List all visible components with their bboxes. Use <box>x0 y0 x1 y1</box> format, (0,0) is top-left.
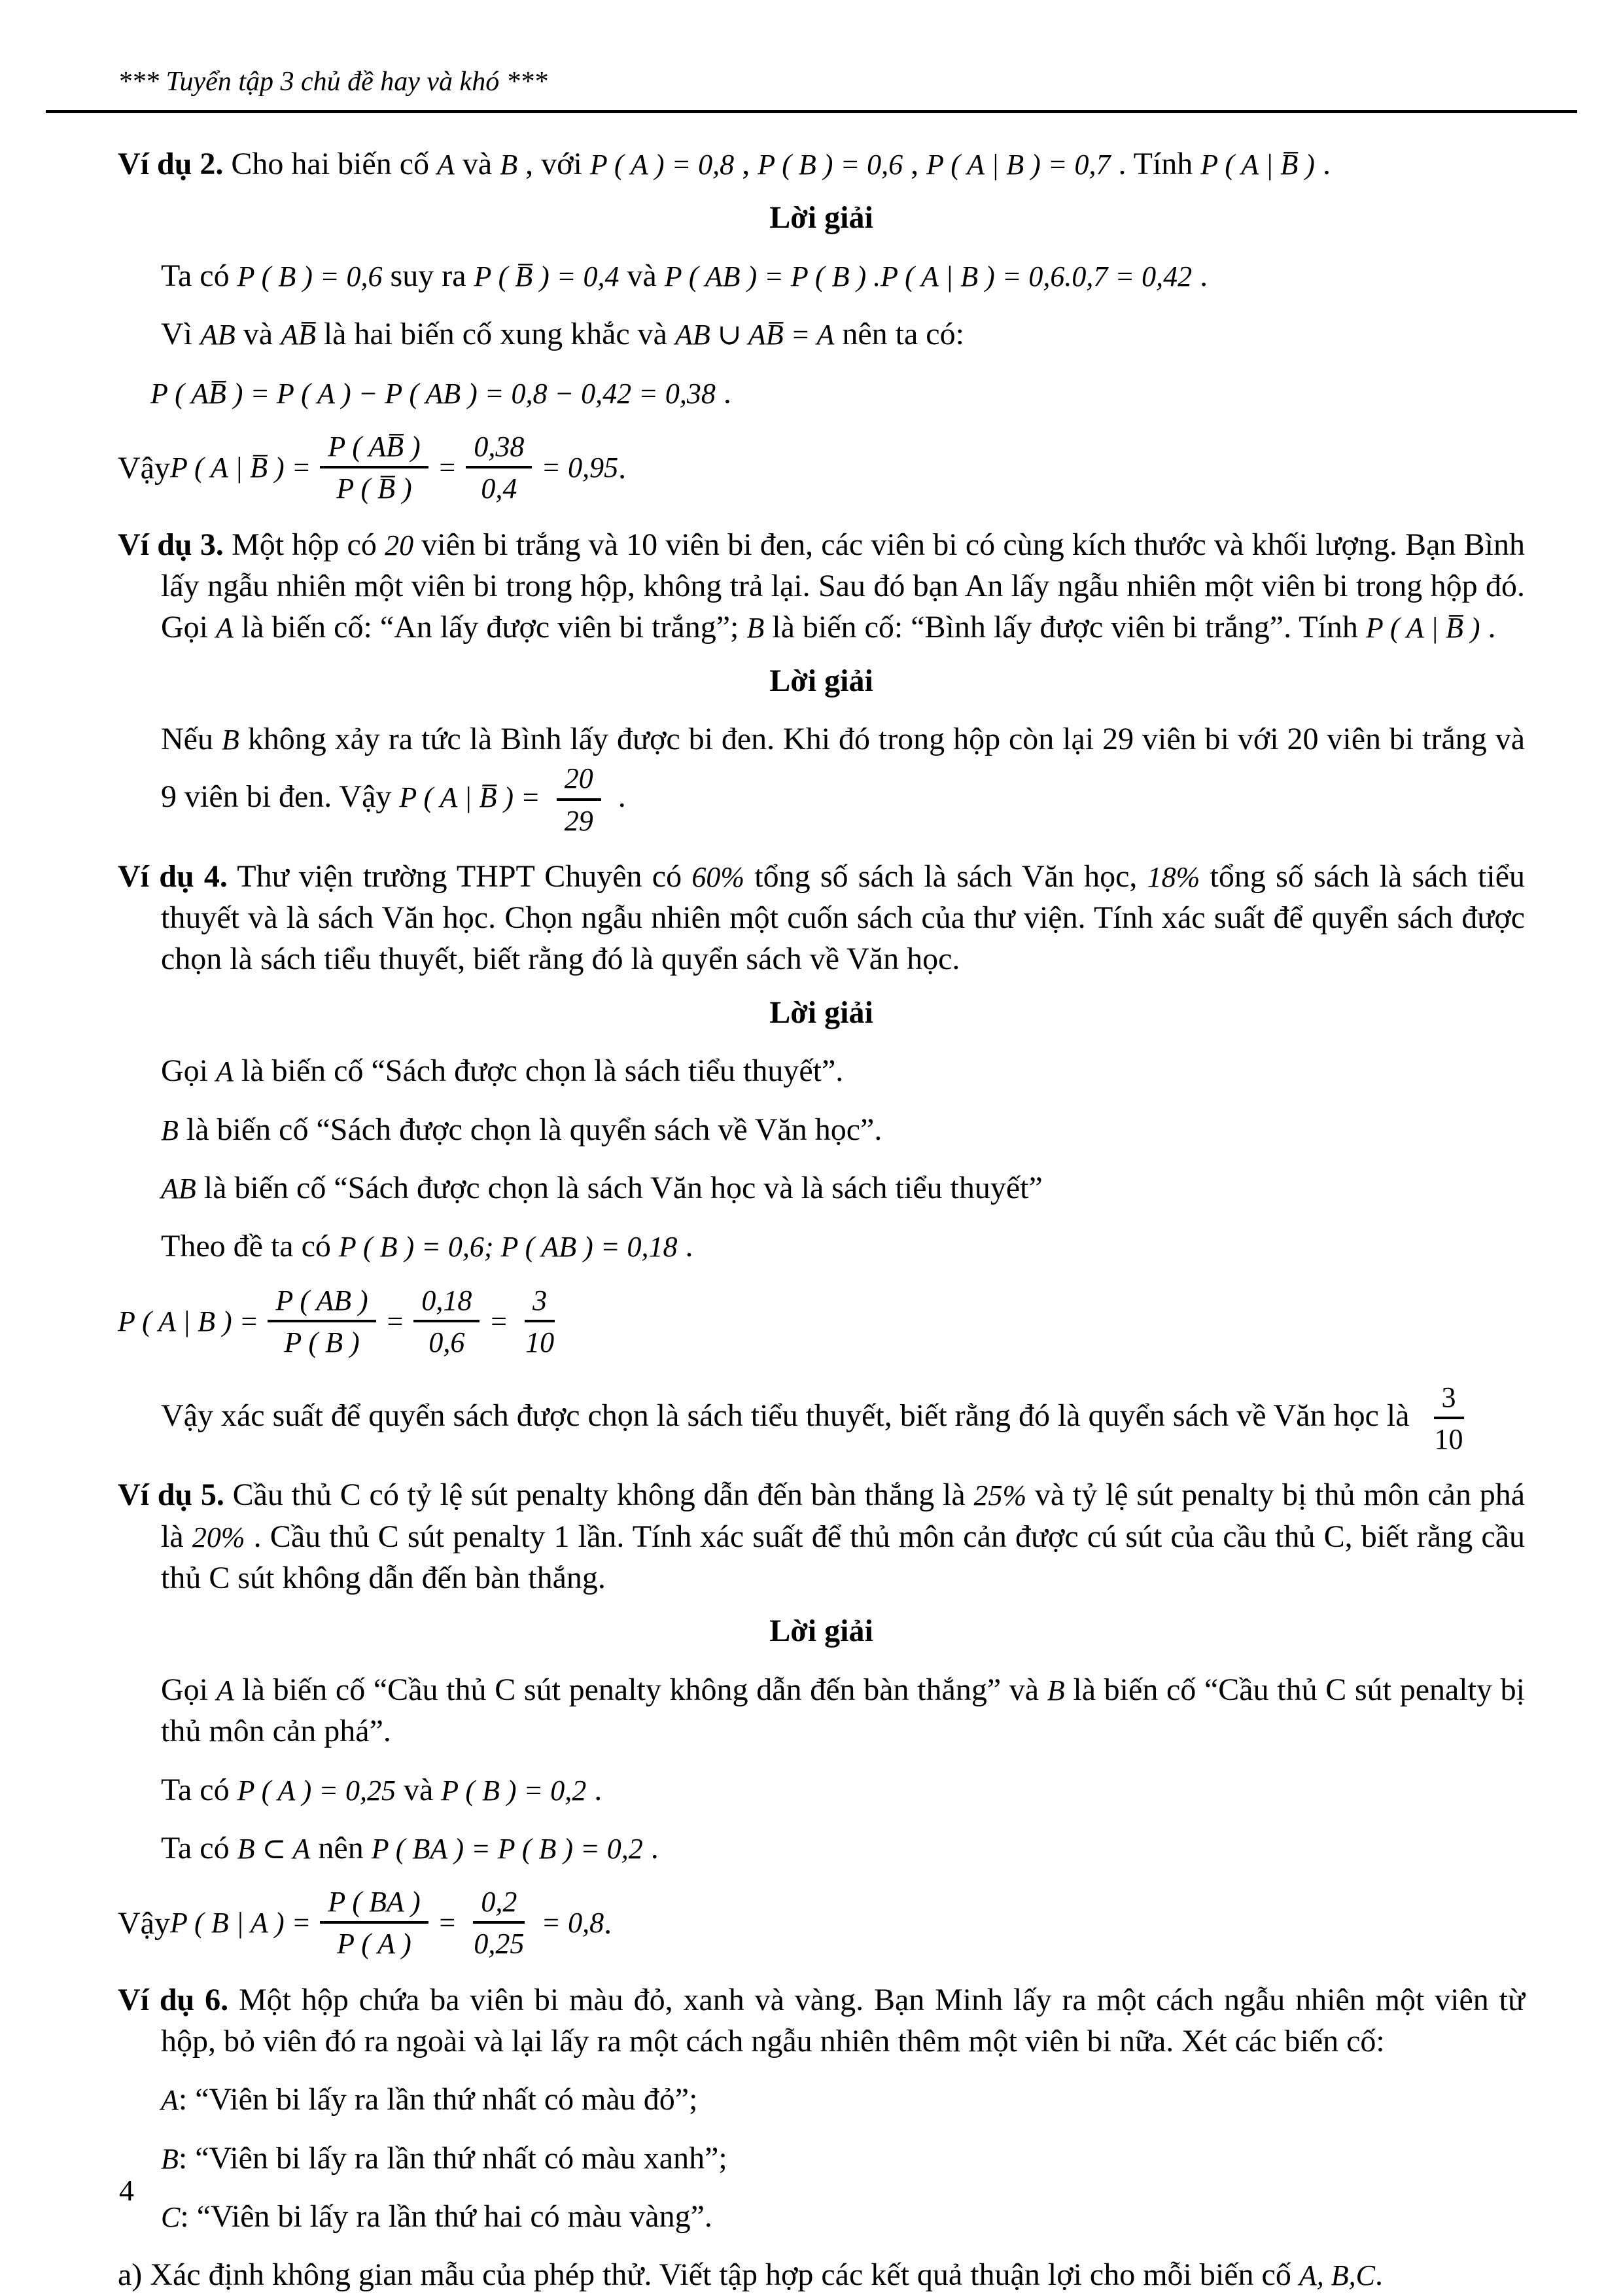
text-run: . <box>610 779 626 815</box>
text-run: Ví dụ 6. <box>118 1982 229 2017</box>
text-run: : “Viên bi lấy ra lần thứ hai có màu vàng”. <box>180 2199 712 2234</box>
text-run: a) Xác định không gian mẫu của phép thử. Viết tập hợp các kết quả thuận lợi cho mỗi biến cố <box>118 2257 1299 2293</box>
text-run: Ví dụ 5. <box>118 1477 224 1513</box>
math-run: P ( B ) = 0,2 <box>441 1774 587 1807</box>
fraction <box>466 1887 532 1959</box>
math-run: B <box>161 2142 179 2175</box>
fraction-denominator: 10 <box>1434 1423 1463 1456</box>
fraction-denominator: P ( B ) <box>284 1326 360 1358</box>
fraction <box>320 1887 428 1959</box>
math-run: B <box>161 1114 179 1146</box>
text-run: , với <box>517 147 590 182</box>
text-run: . <box>1480 610 1496 645</box>
text-run: Ta có <box>161 258 237 294</box>
example-2-solution-line-1 <box>161 255 1525 296</box>
math-run: 20% <box>192 1521 245 1553</box>
fraction <box>466 432 532 504</box>
text-run: . Tính <box>1110 147 1201 182</box>
math-run: B ⊂ A <box>237 1832 311 1865</box>
text-run: là biến cố: “An lấy được viên bi trắng”; <box>233 610 747 645</box>
text-run: Cầu thủ C có tỷ lệ sút penalty không dẫn đến bàn thắng là <box>224 1477 974 1513</box>
fraction-denominator: 10 <box>525 1326 555 1358</box>
text-run: và <box>235 317 281 352</box>
math-run: P ( A | B̅ ) <box>1365 612 1480 645</box>
math-run: = <box>385 1305 405 1337</box>
fraction <box>268 1286 375 1358</box>
text-run: Ví dụ 2. <box>118 147 224 182</box>
example-4-solution-line-3 <box>161 1167 1525 1209</box>
text-run: không xảy ra tức là Bình lấy được bi đen. Khi đó trong hộp còn lại 29 viên bi với 20 viên bi trắng và 9 viên bi đen. Vậy <box>161 722 1526 815</box>
text-run: Một hộp có <box>223 527 385 562</box>
math-run: 25% <box>973 1479 1027 1512</box>
text-run: : “Viên bi lấy ra lần thứ nhất có màu đỏ”; <box>178 2082 698 2117</box>
example-2-solution-formula <box>118 428 1525 508</box>
text-run: là hai biến cố xung khắc và <box>315 317 675 352</box>
fraction-denominator: 0,6 <box>428 1326 465 1358</box>
math-run: = <box>489 1305 509 1337</box>
math-run: B <box>221 724 239 756</box>
text-run: là biến cố: “Bình lấy được viên bi trắng”. Tính <box>764 610 1366 645</box>
text-run: Vậy <box>118 1905 170 1941</box>
text-run: . <box>586 1772 602 1807</box>
text-run: Nếu <box>161 722 222 756</box>
text-run: . <box>618 450 627 486</box>
math-run: B <box>1047 1674 1065 1706</box>
fraction-numerator: 3 <box>525 1286 555 1322</box>
example-5-solution-line-3 <box>161 1828 1525 1869</box>
math-run: P ( A | B̅ ) = <box>399 781 548 814</box>
math-run: P ( AB ) = P ( B ) .P ( A | B ) = 0,6.0,7 = 0,42 <box>664 260 1193 293</box>
math-run: P ( B̅ ) = 0,4 <box>474 260 620 293</box>
fraction <box>517 1286 562 1358</box>
text-run: Cho hai biến cố <box>223 147 437 182</box>
example-4-solution-line-4 <box>161 1226 1525 1267</box>
fraction-numerator: 0,38 <box>466 432 532 468</box>
math-run: P ( BA ) = P ( B ) = 0,2 <box>371 1832 643 1865</box>
text-run: và <box>395 1772 442 1807</box>
text-run: Ví dụ 3. <box>118 527 224 562</box>
math-run: A <box>216 1055 234 1088</box>
text-run: là biến cố “Sách được chọn là sách Văn học và là sách tiểu thuyết” <box>196 1170 1043 1205</box>
math-run: P ( A | B ) = 0,7 <box>926 149 1111 181</box>
math-run: 60% <box>691 860 745 893</box>
math-run: A <box>437 149 455 181</box>
math-run: AB̅ <box>281 319 316 351</box>
text-run: là biến cố “Cầu thủ C sút penalty không dẫn đến bàn thắng” và <box>234 1672 1047 1707</box>
math-run: A <box>216 1674 234 1706</box>
text-run: , <box>734 147 758 182</box>
math-run: P ( A | B̅ ) <box>1200 149 1315 181</box>
text-run: . Cầu thủ C sút penalty 1 lần. Tính xác suất để thủ môn cản được cú sút của cầu thủ C, biết rằng cầu thủ C sút không dẫn đến bàn thắng. <box>161 1519 1525 1596</box>
example-6-event-a <box>161 2079 1525 2120</box>
text-run: Theo đề ta có <box>161 1229 339 1264</box>
fraction <box>413 1286 480 1358</box>
text-run: Gọi <box>161 1053 216 1089</box>
fraction-numerator: 20 <box>557 764 601 800</box>
text-run: . <box>677 1229 693 1264</box>
example-4-solution-line-1 <box>161 1050 1525 1091</box>
text-run: Ví dụ 4. <box>118 858 228 894</box>
math-run: P ( B ) = 0,6 <box>237 260 383 293</box>
text-run: : “Viên bi lấy ra lần thứ nhất có màu xanh”; <box>178 2140 727 2176</box>
example-6-question-a <box>118 2254 1525 2295</box>
text-run: . <box>604 1905 612 1941</box>
text-run: là biến cố “Cầu thủ C sút penalty bị thủ môn cản phá”. <box>161 1672 1525 1749</box>
fraction <box>557 764 601 836</box>
example-4-solution-line-2 <box>161 1109 1525 1150</box>
text-run: và tỷ lệ sút penalty bị thủ môn cản phá là <box>161 1477 1526 1554</box>
fraction-denominator: P ( B̅ ) <box>336 472 412 505</box>
fraction-denominator: 0,25 <box>474 1928 525 1960</box>
example-5-solution-line-2 <box>161 1769 1525 1810</box>
math-run: B <box>500 149 518 181</box>
example-6-statement <box>118 1979 1525 2062</box>
text-run: Vậy xác suất để quyển sách được chọn là sách tiểu thuyết, biết rằng đó là quyển sách về Văn học là <box>161 1398 1418 1434</box>
text-run: Ta có <box>161 1772 237 1807</box>
text-run: . <box>1192 258 1208 294</box>
math-run: P ( B ) = 0,6; P ( AB ) = 0,18 <box>338 1231 678 1263</box>
text-run: Một hộp chứa ba viên bi màu đỏ, xanh và vàng. Bạn Minh lấy ra một cách ngẫu nhiên một viên từ hộp, bỏ viên đó ra ngoài và lại lấy ra một cách ngẫu nhiên thêm một viên bi nữa. Xét các biến cố: <box>161 1982 1526 2058</box>
example-2-statement <box>118 143 1525 185</box>
example-4-conclusion <box>161 1379 1525 1458</box>
fraction-denominator: 29 <box>564 804 593 837</box>
header-rule <box>46 110 1577 113</box>
text-run: , <box>903 147 927 182</box>
text-run: viên bi trắng và 10 viên bi đen, các viên bi có cùng kích thước và khối lượng. Bạn Bình lấy ngẫu nhiên một viên bi trong hộp, không trả lại. Sau đó bạn An lấy ngẫu nhiên một viên bi trong hộp đó. Gọi <box>161 527 1525 645</box>
math-run: 20 <box>385 529 414 561</box>
example-4-solution-heading: Lời giải <box>769 995 873 1030</box>
text-run: Vì <box>161 317 200 352</box>
text-run: là biến cố “Sách được chọn là quyển sách về Văn học”. <box>178 1112 882 1147</box>
math-run: P ( A | B̅ ) = <box>169 451 311 484</box>
text-run: Vậy <box>118 450 170 486</box>
fraction <box>320 432 428 504</box>
page-header-title: *** Tuyển tập 3 chủ đề hay và khó *** <box>118 67 548 97</box>
text-run: tổng số sách là sách tiểu thuyết và là sách Văn học. Chọn ngẫu nhiên một cuốn sách của thư viện. Tính xác suất để quyển sách được chọn là sách tiểu thuyết, biết rằng đó là quyển sách về Văn học. <box>161 858 1526 977</box>
text-run: là biến cố “Sách được chọn là sách tiểu thuyết”. <box>233 1053 844 1089</box>
fraction-numerator: 0,2 <box>473 1887 525 1924</box>
fraction-numerator: P ( BA ) <box>320 1887 428 1924</box>
math-run: P ( B | A ) = <box>169 1907 311 1939</box>
example-6-event-b <box>161 2138 1525 2179</box>
example-5-solution-heading: Lời giải <box>769 1614 873 1649</box>
fraction-numerator: P ( AB ) <box>268 1286 375 1322</box>
example-3-statement <box>118 524 1525 648</box>
text-run: tổng số sách là sách Văn học, <box>744 858 1147 894</box>
example-5-solution-formula <box>118 1883 1525 1963</box>
math-run: = 0,8 <box>541 1907 604 1939</box>
example-3-solution-heading: Lời giải <box>769 663 873 698</box>
text-run: và <box>619 258 665 294</box>
math-run: AB <box>200 319 236 351</box>
fraction-denominator: P ( A ) <box>337 1928 411 1960</box>
math-run: P ( A | B ) = <box>118 1305 259 1337</box>
example-5-statement <box>118 1474 1525 1598</box>
example-6-event-c <box>161 2196 1525 2237</box>
math-run: A, B,C <box>1299 2259 1375 2292</box>
example-4-solution-formula <box>118 1282 1525 1362</box>
text-run: . <box>1314 147 1331 182</box>
math-run: P ( A ) = 0,8 <box>589 149 735 181</box>
text-run: . <box>1374 2257 1383 2293</box>
text-run: nên <box>310 1830 372 1865</box>
example-3-solution-paragraph <box>161 718 1525 840</box>
fraction-numerator: 0,18 <box>413 1286 480 1322</box>
text-run: Gọi <box>161 1672 217 1707</box>
text-run: và <box>454 147 500 182</box>
math-run: P ( AB̅ ) = P ( A ) − P ( AB ) = 0,8 − 0,42 = 0,38 <box>150 377 716 410</box>
example-5-solution-line-1 <box>161 1669 1525 1752</box>
text-run: nên ta có: <box>834 317 964 352</box>
example-2-solution-heading: Lời giải <box>769 200 873 235</box>
math-run: A <box>216 612 234 645</box>
math-run: A <box>161 2084 179 2117</box>
example-2-solution-line-2 <box>161 313 1525 355</box>
fraction-denominator: 0,4 <box>481 472 517 505</box>
math-run: B <box>746 612 765 645</box>
text-run: suy ra <box>382 258 474 294</box>
text-run: . <box>642 1830 659 1865</box>
math-run: P ( B ) = 0,6 <box>758 149 903 181</box>
math-run: P ( A ) = 0,25 <box>237 1774 396 1807</box>
math-run: = 0,95 <box>541 451 619 484</box>
text-run: . <box>715 375 731 410</box>
math-run: 18% <box>1147 860 1200 893</box>
page-number: 4 <box>119 2174 134 2207</box>
math-run: AB ∪ AB̅ = A <box>674 319 835 351</box>
fraction-numerator: P ( AB̅ ) <box>320 432 428 468</box>
text-run: Thư viện trường THPT Chuyên có <box>227 858 692 894</box>
math-run: = <box>437 451 457 484</box>
text-run: Ta có <box>161 1830 237 1865</box>
example-4-statement <box>118 856 1525 980</box>
math-run: AB <box>161 1172 196 1205</box>
example-2-solution-line-3 <box>150 372 1525 414</box>
fraction <box>1427 1383 1471 1455</box>
math-run: = <box>437 1907 457 1939</box>
fraction-numerator: 3 <box>1434 1383 1464 1419</box>
math-run: C <box>161 2201 181 2234</box>
